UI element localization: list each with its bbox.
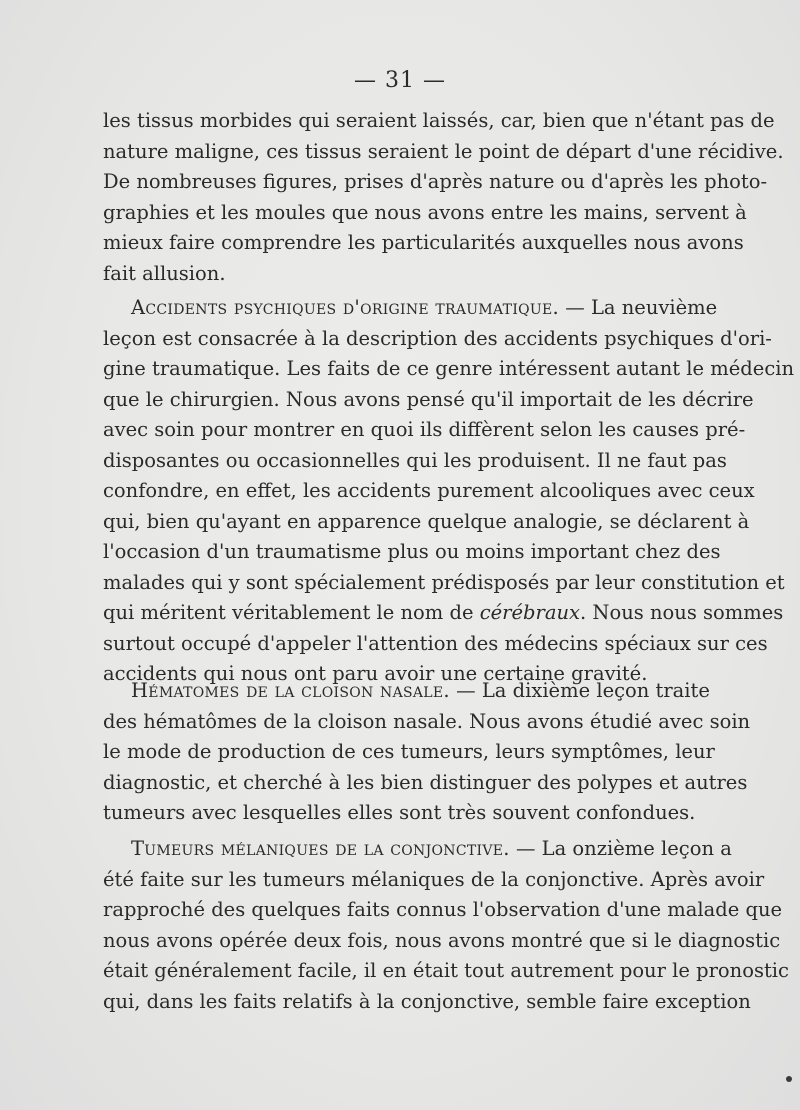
text-fragment: . Nous nous sommes — [580, 601, 784, 624]
text-line: qui, dans les faits relatifs à la conjonctive, semble faire exception — [103, 989, 751, 1013]
text-line: nature maligne, ces tissus seraient le point de départ d'une récidive. — [103, 139, 784, 163]
text-line: mieux faire comprendre les particularités auxquelles nous avons — [103, 231, 744, 254]
text-line — [103, 598, 784, 629]
section-heading: Tumeurs mélaniques de la conjonctive. — [131, 837, 510, 860]
page-number: — 31 — — [354, 68, 446, 93]
text-line: disposantes ou occasionnelles qui les produisent. Il ne faut pas — [103, 448, 727, 472]
heading-continuation: — La onzième leçon a — [509, 837, 732, 860]
heading-continuation: — La dixième leçon traite — [449, 679, 710, 702]
section-heading-line — [103, 676, 710, 707]
text-line: surtout occupé d'appeler l'attention des médecins spéciaux sur ces — [103, 631, 768, 655]
text-line: nous avons opérée deux fois, nous avons montré que si le diagnostic — [103, 928, 781, 952]
text-line: était généralement facile, il en était tout autrement pour le pronostic — [103, 959, 789, 982]
paragraph-2 — [103, 293, 795, 690]
text-line: malades qui y sont spécialement prédisposés par leur constitution et — [103, 570, 785, 594]
text-line: été faite sur les tumeurs mélaniques de la conjonctive. Après avoir — [103, 867, 765, 891]
text-line: leçon est consacrée à la description des accidents psychiques d'ori- — [103, 326, 772, 350]
section-heading-line — [103, 293, 718, 324]
ink-spot — [786, 1076, 792, 1082]
paragraph-4 — [103, 834, 789, 1017]
text-line: qui, bien qu'ayant en apparence quelque analogie, se déclarent à — [103, 509, 750, 533]
paragraph-1 — [103, 106, 784, 289]
text-fragment: qui méritent véritablement le nom de — [103, 601, 480, 624]
section-heading-line — [103, 834, 732, 865]
text-line: l'occasion d'un traumatisme plus ou moins important chez des — [103, 540, 721, 563]
text-line: De nombreuses figures, prises d'après nature ou d'après les photo- — [103, 170, 768, 193]
text-line: graphies et les moules que nous avons entre les mains, servent à — [103, 200, 747, 224]
heading-continuation: — La neuvième — [559, 296, 718, 319]
section-heading: Hématomes de la cloison nasale. — [131, 679, 450, 702]
italic-term: cérébraux — [479, 601, 580, 624]
text-line: rapproché des quelques faits connus l'observation d'une malade que — [103, 898, 783, 921]
text-line: que le chirurgien. Nous avons pensé qu'il importait de les décrire — [103, 387, 754, 411]
text-line: confondre, en effet, les accidents purement alcooliques avec ceux — [103, 479, 755, 502]
paragraph-3 — [103, 676, 751, 829]
text-line: des hématômes de la cloison nasale. Nous avons étudié avec soin — [103, 709, 751, 733]
text-line: avec soin pour montrer en quoi ils diffèrent selon les causes pré- — [103, 418, 746, 441]
text-line: les tissus morbides qui seraient laissés, car, bien que n'étant pas de — [103, 109, 775, 132]
text-line: fait allusion. — [103, 261, 226, 285]
text-line: accidents qui nous ont paru avoir une certaine gravité. — [103, 662, 648, 685]
text-line: gine traumatique. Les faits de ce genre intéressent autant le médecin — [103, 357, 795, 380]
text-line: le mode de production de ces tumeurs, leurs symptômes, leur — [103, 740, 715, 763]
section-heading: Accidents psychiques d'origine traumatique. — [131, 296, 560, 319]
text-line: tumeurs avec lesquelles elles sont très souvent confondues. — [103, 801, 696, 824]
text-line: diagnostic, et cherché à les bien distinguer des polypes et autres — [103, 770, 748, 794]
